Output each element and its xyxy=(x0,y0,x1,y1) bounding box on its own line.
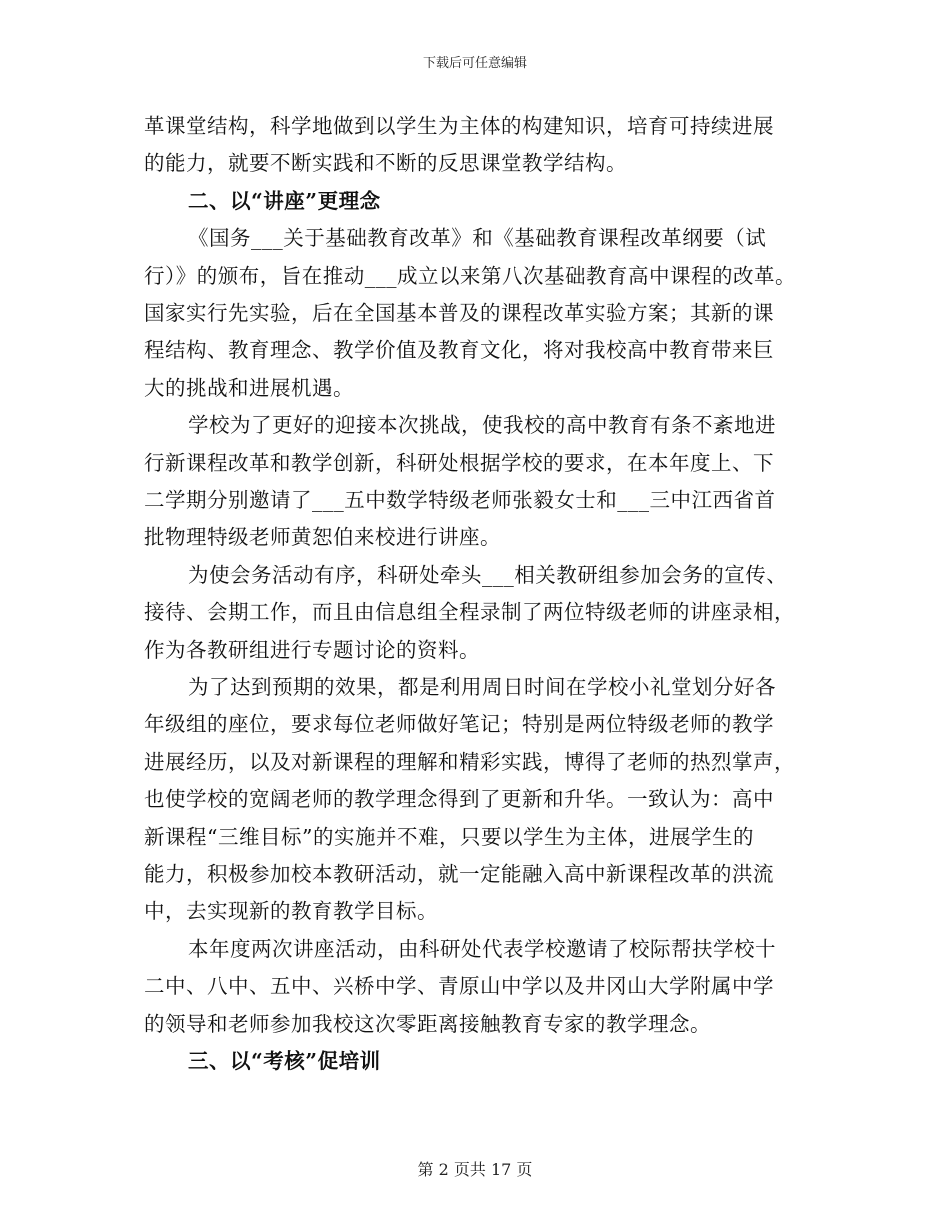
body-text-line: 的领导和老师参加我校这次零距离接触教育专家的教学理念。 xyxy=(144,1011,711,1036)
body-text-line: 行）》的颁布，旨在推动___成立以来第八次基础教育高中课程的改革。 xyxy=(144,263,796,288)
body-text-line: 二中、八中、五中、兴桥中学、青原山中学以及井冈山大学附属中学 xyxy=(144,974,774,999)
section-heading: 二、以“讲座”更理念 xyxy=(188,188,381,213)
page-footer: 第 2 页共 17 页 xyxy=(417,1160,533,1179)
body-text-line: 为了达到预期的效果，都是利用周日时间在学校小礼堂划分好各 xyxy=(188,675,776,699)
body-text-line: 行新课程改革和教学创新，科研处根据学校的要求，在本年度上、下 xyxy=(144,450,774,475)
body-text-line: 批物理特级老师黄恕伯来校进行讲座。 xyxy=(144,525,501,550)
page-header: 下载后可任意编辑 xyxy=(422,56,527,71)
body-text-line: 大的挑战和进展机遇。 xyxy=(144,375,354,400)
body-text-line: 新课程“三维目标”的实施并不难，只要以学生为主体，进展学生的 xyxy=(144,824,754,849)
body-text-line: 程结构、教育理念、教学价值及教育文化，将对我校高中教育带来巨 xyxy=(144,338,774,363)
body-text-line: 中，去实现新的教育教学目标。 xyxy=(144,899,438,924)
body-text-line: 接待、会期工作，而且由信息组全程录制了两位特级老师的讲座录相， xyxy=(144,600,795,625)
body-text-line: 二学期分别邀请了___五中数学特级老师张毅女士和___三中江西省首 xyxy=(144,488,776,512)
body-text-line: 学校为了更好的迎接本次挑战，使我校的高中教育有条不紊地进 xyxy=(188,413,776,438)
body-text-line: 进展经历，以及对新课程的理解和精彩实践，博得了老师的热烈掌声， xyxy=(144,749,795,774)
body-text-line: 本年度两次讲座活动，由科研处代表学校邀请了校际帮扶学校十 xyxy=(188,936,776,961)
body-text-line: 也使学校的宽阔老师的教学理念得到了更新和升华。一致认为：高中 xyxy=(144,787,774,812)
body-text-line: 年级组的座位，要求每位老师做好笔记；特别是两位特级老师的教学 xyxy=(144,712,774,737)
body-text-line: 革课堂结构，科学地做到以学生为主体的构建知识，培育可持续进展 xyxy=(144,114,774,138)
body-text-line: 能力，积极参加校本教研活动，就一定能融入高中新课程改革的洪流 xyxy=(144,862,774,886)
body-text-line: 《国务___关于基础教育改革》和《基础教育课程改革纲要（试 xyxy=(188,226,767,251)
body-text-line: 为使会务活动有序，科研处牵头___相关教研组参加会务的宣传、 xyxy=(188,562,788,587)
body-text-line: 国家实行先实验，后在全国基本普及的课程改革实验方案；其新的课 xyxy=(144,301,774,325)
body-text-line: 的能力，就要不断实践和不断的反思课堂教学结构。 xyxy=(144,151,627,176)
body-text-line: 作为各教研组进行专题讨论的资料。 xyxy=(144,637,480,662)
section-heading: 三、以“考核”促培训 xyxy=(188,1049,381,1073)
